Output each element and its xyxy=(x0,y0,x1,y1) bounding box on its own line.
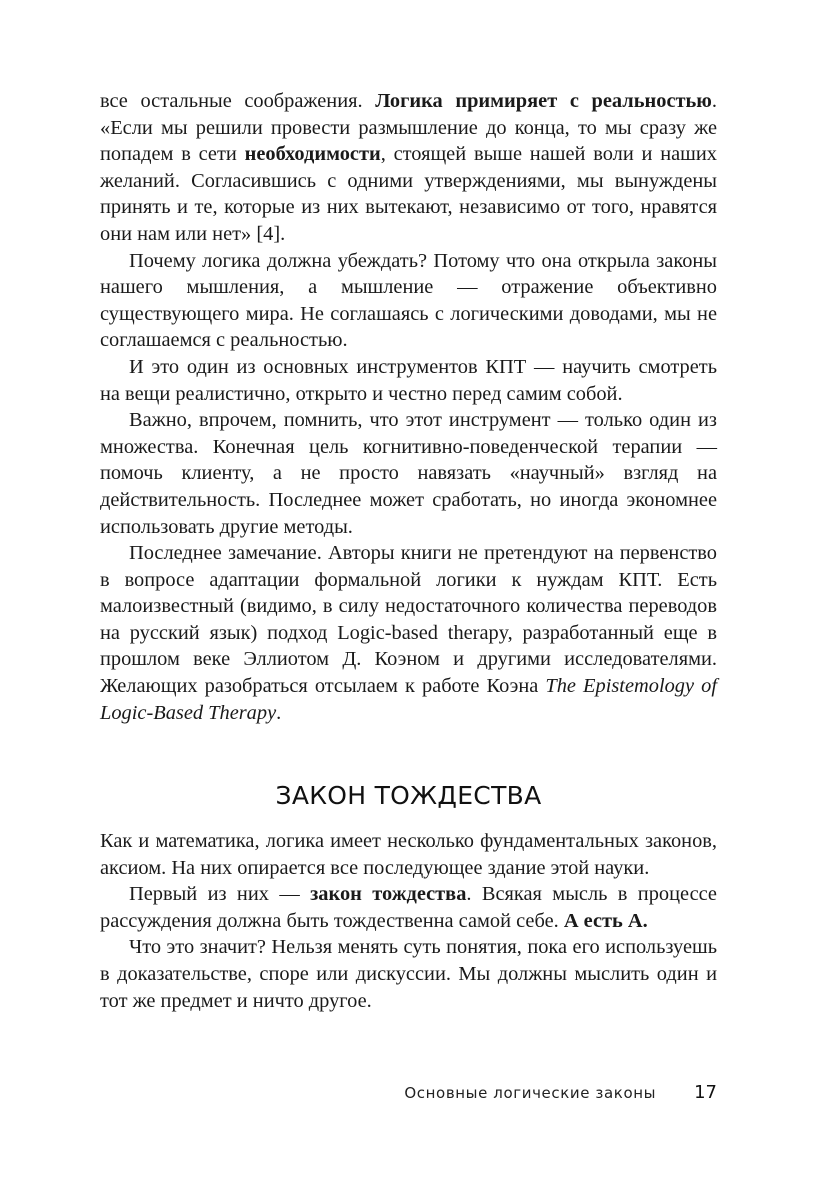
bold-phrase: Логика примиряет с реальностью xyxy=(375,90,712,112)
bold-word: необходимости xyxy=(244,143,381,166)
paragraph-6: Как и математика, логика имеет несколько фундаментальных законов, аксиом. На них опирается все последующее здание этой науки. xyxy=(100,830,717,879)
bold-term: закон тождества xyxy=(310,883,467,906)
paragraph-2: Почему логика должна убеждать? Потому что она открыла законы нашего мышления, а мышление — отражение объективно существующего мира. Не соглашаясь с логическими доводами, мы не соглашаемся с реальностью. xyxy=(100,249,717,352)
page-footer xyxy=(100,1082,717,1103)
paragraph-4: Важно, впрочем, помнить, что этот инструмент — только один из множества. Конечная цель когнитивно-поведенческой терапии — помочь клиенту, а не просто навязать «научный» взгляд на действительность. Последнее может сработать, но иногда экономнее использовать другие методы. xyxy=(100,409,717,538)
paragraph-5: Последнее замечание. Авторы книги не претендуют на первенство в вопросе адаптации формальной логики к нуждам КПТ. Есть малоизвестный (видимо, в силу недостаточного количества переводов на русский язык) подход Logic-based therapy, разработанный еще в прошлом веке Эллиотом Д. Коэном и другими исследователями. Желающих разобраться отсылаем к работе Коэна The Epistemology of Logic-Based Therapy. xyxy=(100,542,717,724)
section-intro-text xyxy=(100,88,717,726)
bold-formula: А есть А. xyxy=(563,909,648,932)
running-title: Основные логические законы xyxy=(404,1084,657,1102)
page-number: 17 xyxy=(694,1082,717,1103)
section-identity-text xyxy=(100,828,717,1014)
paragraph-3: И это один из основных инструментов КПТ — научить смотреть на вещи реалистично, открыто и честно перед самим собой. xyxy=(100,355,717,405)
section-heading: ЗАКОН ТОЖДЕСТВА xyxy=(275,781,542,810)
paragraph-8: Что это значит? Нельзя менять суть понятия, пока его используешь в доказательстве, споре или дискуссии. Мы должны мыслить один и тот же предмет и ничто другое. xyxy=(100,936,717,1012)
book-title: The Epistemology of Logic-Based Therapy xyxy=(100,675,717,724)
paragraph-1: все остальные соображения. Логика примиряет с реальностью. «Если мы решили провести размышление до конца, то мы сразу же попадем в сети необходимости, стоящей выше нашей воли и наших желаний. Согласившись с одними утверждениями, мы вынуждены принять и те, которые из них вытекают, независимо от того, нравятся они нам или нет» [4]. xyxy=(100,90,717,245)
paragraph-7: Первый из них — закон тождества. Всякая мысль в процессе рассуждения должна быть тождественна самой себе. А есть А. xyxy=(100,883,717,932)
